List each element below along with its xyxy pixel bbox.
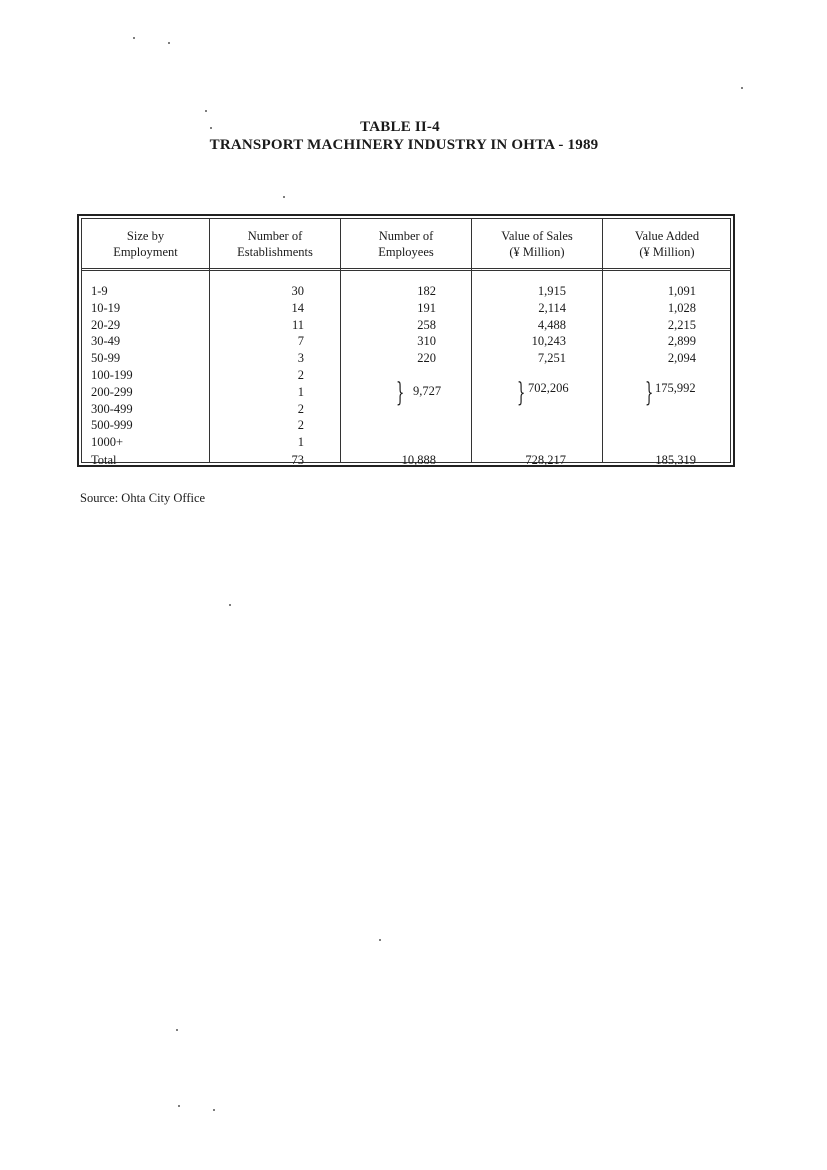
cell-size: 300-499 (91, 401, 133, 416)
cell-establishments: 14 (291, 300, 304, 315)
table-row (82, 401, 730, 418)
cell-size: 100-199 (91, 368, 133, 382)
cell-sales: 2,114 (538, 300, 566, 315)
header-value-added (603, 219, 731, 268)
header-text: (¥ Million) (509, 244, 565, 259)
cell-size: 10-19 (91, 300, 121, 315)
cell-employees: 258 (417, 317, 436, 332)
header-text: Value of Sales (501, 228, 573, 243)
cell-employees: 220 (417, 351, 436, 366)
cell-employees: 191 (417, 300, 436, 315)
header-size-by-employment (82, 219, 209, 268)
header-establishments (210, 219, 340, 268)
cell-establishments: 30 (291, 284, 304, 298)
cell-sales: 728,217 (525, 453, 566, 467)
header-text: Employment (113, 244, 178, 259)
merged-employees-value: 9,727 (413, 384, 442, 398)
table-title: TRANSPORT MACHINERY INDUSTRY IN OHTA - 1989 (209, 137, 599, 153)
scan-speck (741, 87, 743, 89)
cell-added: 2,215 (667, 317, 696, 332)
header-text: Number of (247, 228, 303, 243)
cell-establishments: 73 (291, 453, 304, 467)
cell-size: 20-29 (91, 317, 121, 332)
cell-size: 50-99 (91, 351, 121, 366)
bracket-employees: } (396, 378, 405, 408)
scan-speck (283, 196, 285, 198)
cell-employees: 10,888 (401, 453, 436, 467)
table-row (82, 367, 730, 384)
table-row (82, 317, 730, 334)
scan-speck (178, 1105, 180, 1107)
merged-sales-value: 702,206 (528, 381, 569, 395)
table-row (82, 283, 730, 300)
cell-size: 200-299 (91, 384, 133, 399)
cell-establishments: 3 (297, 351, 304, 366)
header-text: Employees (378, 244, 434, 259)
cell-added: 2,094 (667, 351, 696, 366)
table-row (82, 350, 730, 367)
cell-added: 2,899 (667, 334, 696, 349)
header-text: Value Added (634, 228, 700, 243)
total-row (82, 452, 730, 469)
table-row (82, 434, 730, 451)
cell-establishments: 1 (297, 435, 304, 450)
cell-size: 1000+ (91, 435, 124, 450)
cell-sales: 4,488 (537, 317, 566, 332)
table-row (82, 333, 730, 350)
bracket-added: } (645, 378, 654, 408)
cell-employees: 182 (417, 284, 436, 298)
cell-establishments: 2 (297, 401, 304, 416)
scan-speck (379, 939, 381, 941)
header-text: Size by (126, 228, 165, 243)
cell-employees: 310 (417, 334, 436, 349)
table-inner-frame (81, 218, 731, 467)
cell-size: 500-999 (91, 418, 133, 433)
scan-speck (213, 1109, 215, 1111)
merged-added-value: 175,992 (655, 381, 696, 395)
cell-size: Total (91, 453, 117, 467)
header-value-of-sales (472, 219, 602, 268)
scan-speck (229, 604, 231, 606)
cell-added: 185,319 (655, 453, 696, 467)
table-row (82, 417, 730, 434)
table-row (82, 384, 730, 401)
cell-added: 1,091 (667, 284, 696, 298)
cell-sales: 1,915 (537, 284, 566, 298)
table-row (82, 300, 730, 317)
header-text: (¥ Million) (639, 244, 695, 259)
data-table (77, 214, 735, 467)
table-number: TABLE II-4 (360, 119, 440, 135)
cell-establishments: 7 (297, 334, 304, 349)
cell-establishments: 1 (297, 384, 304, 399)
cell-sales: 7,251 (537, 351, 566, 366)
scan-speck (210, 127, 212, 129)
cell-establishments: 2 (297, 418, 304, 433)
bracket-sales: } (517, 378, 526, 408)
cell-establishments: 11 (291, 317, 304, 332)
cell-added: 1,028 (667, 300, 696, 315)
cell-size: 1-9 (91, 284, 108, 298)
cell-size: 30-49 (91, 334, 121, 349)
scan-speck (168, 42, 170, 44)
scan-speck (176, 1029, 178, 1031)
cell-sales: 10,243 (531, 334, 566, 349)
header-employees (341, 219, 471, 268)
scan-speck (133, 37, 135, 39)
scan-speck (205, 110, 207, 112)
header-text: Number of (378, 228, 434, 243)
cell-establishments: 2 (297, 368, 304, 382)
header-text: Establishments (237, 244, 313, 259)
source-note: Source: Ohta City Office (80, 491, 206, 505)
header-separator (82, 268, 730, 271)
